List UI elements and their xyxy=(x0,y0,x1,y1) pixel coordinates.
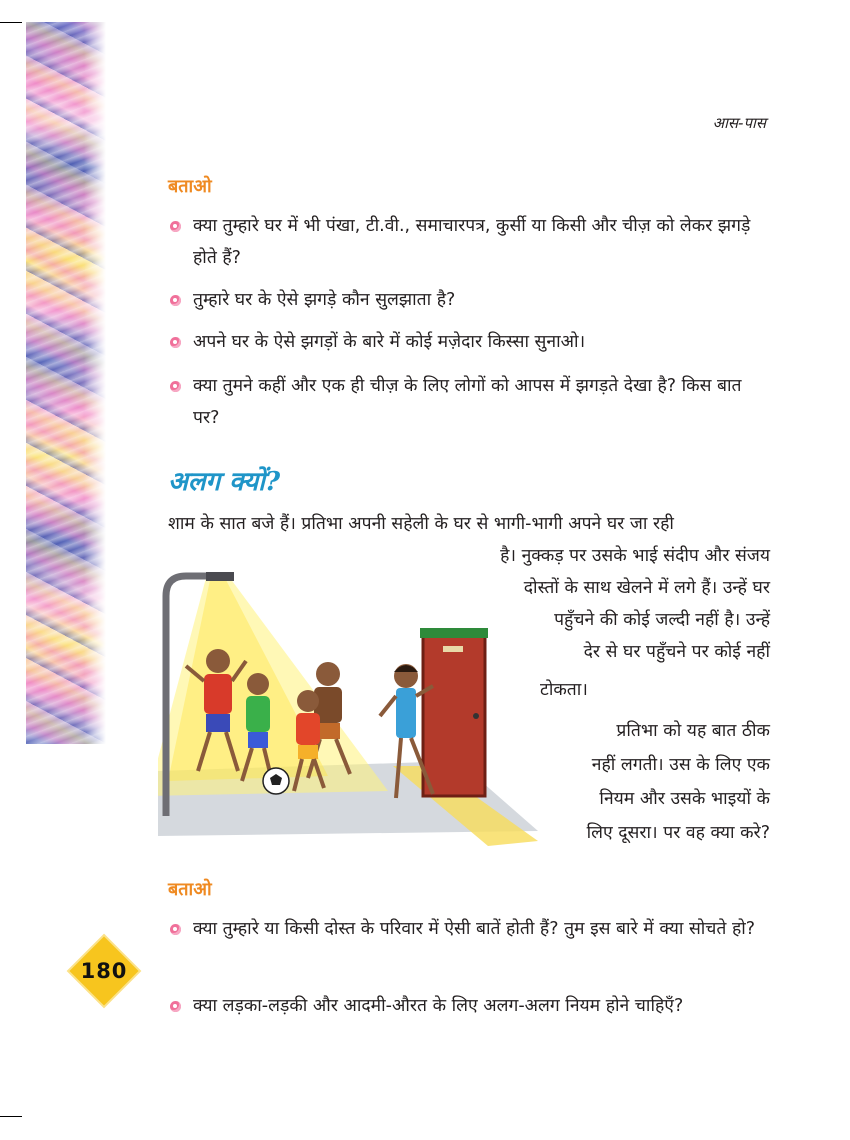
question-item xyxy=(168,370,770,434)
crop-mark-top xyxy=(0,22,22,23)
section-heading: बताओ xyxy=(168,176,212,197)
football xyxy=(263,768,289,794)
bullet-icon xyxy=(170,337,181,348)
crop-mark-bottom xyxy=(0,1116,22,1117)
bullet-icon xyxy=(170,221,181,232)
page-number: 180 xyxy=(80,959,128,983)
story-line: नहीं लगती। उस के लिए एक xyxy=(591,755,770,775)
question-item xyxy=(168,210,770,274)
street-lamp-illustration xyxy=(158,566,538,848)
bullet-icon xyxy=(170,381,181,392)
question-text: क्या तुम्हारे घर में भी पंखा, टी.वी., समाचारपत्र, कुर्सी या किसी और चीज़ को लेकर झगड़े होते हैं? xyxy=(193,216,751,268)
story-line: शाम के सात बजे हैं। प्रतिभा अपनी सहेली के घर से भागी-भागी अपने घर जा रही xyxy=(168,514,674,534)
decorative-side-strip xyxy=(26,22,106,744)
story-line: टोकता। xyxy=(540,680,588,700)
bullet-icon xyxy=(170,1001,181,1012)
story-line: प्रतिभा को यह बात ठीक xyxy=(616,721,770,741)
question-item xyxy=(168,990,770,1022)
section-heading: बताओ xyxy=(168,879,212,900)
story-line: पहुँचने की कोई जल्दी नहीं है। उन्हें xyxy=(554,610,770,630)
story-line: दोस्तों के साथ खेलने में लगे हैं। उन्हें घर xyxy=(523,578,770,598)
question-text: अपने घर के ऐसे झगड़ों के बारे में कोई मज़ेदार किस्सा सुनाओ। xyxy=(193,332,586,352)
bullet-icon xyxy=(170,295,181,306)
question-text: क्या तुमने कहीं और एक ही चीज़ के लिए लोगों को आपस में झगड़ते देखा है? किस बात पर? xyxy=(193,376,742,428)
story-line: देर से घर पहुँचने पर कोई नहीं xyxy=(583,642,770,662)
question-item xyxy=(168,284,770,316)
story-line: नियम और उसके भाइयों के xyxy=(599,789,770,809)
question-text: क्या लड़का-लड़की और आदमी-औरत के लिए अलग-अलग नियम होने चाहिएँ? xyxy=(193,996,684,1016)
story-line: लिए दूसरा। पर वह क्या करे? xyxy=(586,823,770,843)
running-head: आस-पास xyxy=(712,114,766,132)
question-item xyxy=(168,913,770,945)
question-text: तुम्हारे घर के ऐसे झगडे़ कौन सुलझाता है? xyxy=(193,290,456,310)
bullet-icon xyxy=(170,924,181,935)
question-item xyxy=(168,326,770,358)
story-title: अलग क्यों? xyxy=(168,467,281,497)
question-text: क्या तुम्हारे या किसी दोस्त के परिवार में ऐसी बातें होती हैं? तुम इस बारे में क्या सोचते हो? xyxy=(193,919,756,939)
story-line: है। नुक्कड़ पर उसके भाई संदीप और संजय xyxy=(500,546,770,566)
